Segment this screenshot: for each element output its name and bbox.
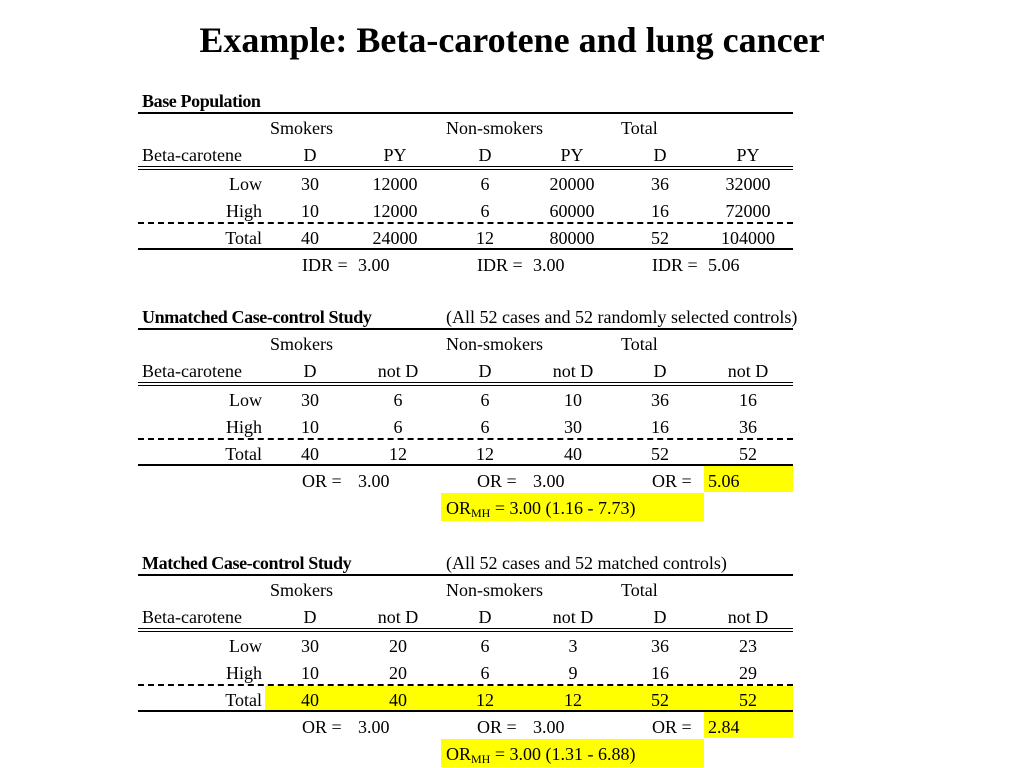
dashed-rule xyxy=(138,438,793,440)
stat-value: 3.00 xyxy=(533,255,565,275)
table-cell: 60000 xyxy=(549,201,595,221)
table-cell: 80000 xyxy=(549,228,595,248)
table-cell: 10 xyxy=(564,390,582,410)
table-cell: 40 xyxy=(301,228,319,248)
table-cell: 6 xyxy=(480,174,490,194)
table-cell: 23 xyxy=(739,636,757,656)
rule xyxy=(138,112,793,114)
table-cell: 36 xyxy=(651,174,669,194)
group-header-nonsmokers: Non-smokers xyxy=(446,580,543,600)
table-cell: 12 xyxy=(389,444,407,464)
col-header: D xyxy=(653,361,667,381)
stat-value: 5.06 xyxy=(708,471,740,491)
table-cell: 40 xyxy=(389,690,407,710)
col-header: D xyxy=(653,607,667,627)
stat-label: OR = xyxy=(302,471,342,491)
double-rule xyxy=(138,382,793,386)
col-header: not D xyxy=(552,607,594,627)
stat-value: 3.00 xyxy=(533,471,565,491)
col-header: D xyxy=(303,145,317,165)
col-header: D xyxy=(478,145,492,165)
highlight xyxy=(265,686,793,710)
stat-value: 3.00 xyxy=(358,255,390,275)
table-cell: 16 xyxy=(739,390,757,410)
group-header-smokers: Smokers xyxy=(270,580,333,600)
stat-label: OR = xyxy=(652,717,692,737)
row-label: Total xyxy=(225,690,262,710)
table-cell: 40 xyxy=(301,444,319,464)
row-label-header: Beta-carotene xyxy=(142,145,242,165)
table-cell: 16 xyxy=(651,417,669,437)
col-header: not D xyxy=(727,361,769,381)
table-cell: 10 xyxy=(301,417,319,437)
col-header: D xyxy=(653,145,667,165)
or-mh-subscript: MH xyxy=(471,506,491,520)
group-header-smokers: Smokers xyxy=(270,118,333,138)
table-cell: 6 xyxy=(393,417,403,437)
table-cell: 20 xyxy=(389,663,407,683)
or-mh-result xyxy=(446,496,636,520)
or-mh-prefix: OR xyxy=(446,498,472,518)
stat-label: OR = xyxy=(477,471,517,491)
group-header-nonsmokers: Non-smokers xyxy=(446,334,543,354)
table-cell: 30 xyxy=(564,417,582,437)
or-mh-result xyxy=(446,742,636,766)
table-cell: 36 xyxy=(651,636,669,656)
table-cell: 36 xyxy=(651,390,669,410)
stat-value: 5.06 xyxy=(708,255,740,275)
col-header: not D xyxy=(377,607,419,627)
col-header: not D xyxy=(377,361,419,381)
stat-value: 2.84 xyxy=(708,717,740,737)
table-cell: 6 xyxy=(480,663,490,683)
table-cell: 52 xyxy=(651,690,669,710)
double-rule xyxy=(138,166,793,170)
row-label: High xyxy=(226,201,262,221)
table-cell: 6 xyxy=(480,636,490,656)
stat-label: OR = xyxy=(302,717,342,737)
table-cell: 12000 xyxy=(372,174,418,194)
col-header: PY xyxy=(560,145,584,165)
table-cell: 16 xyxy=(651,201,669,221)
or-mh-value: = 3.00 (1.16 - 7.73) xyxy=(490,498,636,518)
group-header-total: Total xyxy=(621,334,658,354)
or-mh-prefix: OR xyxy=(446,744,472,764)
table-cell: 52 xyxy=(651,444,669,464)
or-mh-subscript: MH xyxy=(471,752,491,766)
col-header: not D xyxy=(727,607,769,627)
table-cell: 6 xyxy=(480,417,490,437)
table-cell: 12 xyxy=(476,228,494,248)
table-cell: 6 xyxy=(393,390,403,410)
table-cell: 30 xyxy=(301,390,319,410)
table-cell: 52 xyxy=(739,444,757,464)
table-cell: 72000 xyxy=(725,201,771,221)
or-mh-value: = 3.00 (1.31 - 6.88) xyxy=(490,744,636,764)
table-cell: 6 xyxy=(480,390,490,410)
table-cell: 9 xyxy=(568,663,578,683)
table-cell: 36 xyxy=(739,417,757,437)
col-header: D xyxy=(478,361,492,381)
table-cell: 30 xyxy=(301,174,319,194)
table-cell: 20000 xyxy=(549,174,595,194)
table-cell: 24000 xyxy=(372,228,418,248)
rule xyxy=(138,574,793,576)
table-cell: 12 xyxy=(476,690,494,710)
col-header: D xyxy=(303,361,317,381)
table-cell: 20 xyxy=(389,636,407,656)
rule xyxy=(138,710,793,712)
stat-label: OR = xyxy=(652,471,692,491)
col-header: D xyxy=(303,607,317,627)
table-cell: 29 xyxy=(739,663,757,683)
table-cell: 12 xyxy=(564,690,582,710)
rule xyxy=(138,248,793,250)
row-label: Total xyxy=(225,228,262,248)
table-cell: 6 xyxy=(480,201,490,221)
stat-label: IDR = xyxy=(652,255,698,275)
table-cell: 16 xyxy=(651,663,669,683)
row-label: Low xyxy=(229,390,262,410)
row-label: Low xyxy=(229,174,262,194)
page-title: Example: Beta-carotene and lung cancer xyxy=(199,20,825,60)
row-label-header: Beta-carotene xyxy=(142,361,242,381)
row-label: High xyxy=(226,663,262,683)
table-cell: 10 xyxy=(301,663,319,683)
row-label: High xyxy=(226,417,262,437)
section-heading: Base Population xyxy=(142,91,261,111)
group-header-total: Total xyxy=(621,118,658,138)
table-cell: 40 xyxy=(564,444,582,464)
table-cell: 12 xyxy=(476,444,494,464)
col-header: not D xyxy=(552,361,594,381)
stat-value: 3.00 xyxy=(358,471,390,491)
col-header: PY xyxy=(383,145,407,165)
row-label-header: Beta-carotene xyxy=(142,607,242,627)
stat-label: OR = xyxy=(477,717,517,737)
section-heading: Matched Case-control Study xyxy=(142,553,352,573)
group-header-nonsmokers: Non-smokers xyxy=(446,118,543,138)
table-cell: 52 xyxy=(651,228,669,248)
table-cell: 104000 xyxy=(721,228,775,248)
table-cell: 32000 xyxy=(725,174,771,194)
table-cell: 40 xyxy=(301,690,319,710)
stat-value: 3.00 xyxy=(533,717,565,737)
table-cell: 3 xyxy=(568,636,578,656)
stat-label: IDR = xyxy=(477,255,523,275)
table-cell: 12000 xyxy=(372,201,418,221)
section-note: (All 52 cases and 52 matched controls) xyxy=(446,553,727,573)
double-rule xyxy=(138,628,793,632)
col-header: PY xyxy=(736,145,760,165)
group-header-total: Total xyxy=(621,580,658,600)
table-cell: 30 xyxy=(301,636,319,656)
group-header-smokers: Smokers xyxy=(270,334,333,354)
col-header: D xyxy=(478,607,492,627)
stat-label: IDR = xyxy=(302,255,348,275)
table-cell: 52 xyxy=(739,690,757,710)
section-heading: Unmatched Case-control Study xyxy=(142,307,372,327)
rule xyxy=(138,464,793,466)
row-label: Total xyxy=(225,444,262,464)
rule xyxy=(138,328,793,330)
row-label: Low xyxy=(229,636,262,656)
stat-value: 3.00 xyxy=(358,717,390,737)
table-cell: 10 xyxy=(301,201,319,221)
dashed-rule xyxy=(138,222,793,224)
section-note: (All 52 cases and 52 randomly selected controls) xyxy=(446,307,798,327)
